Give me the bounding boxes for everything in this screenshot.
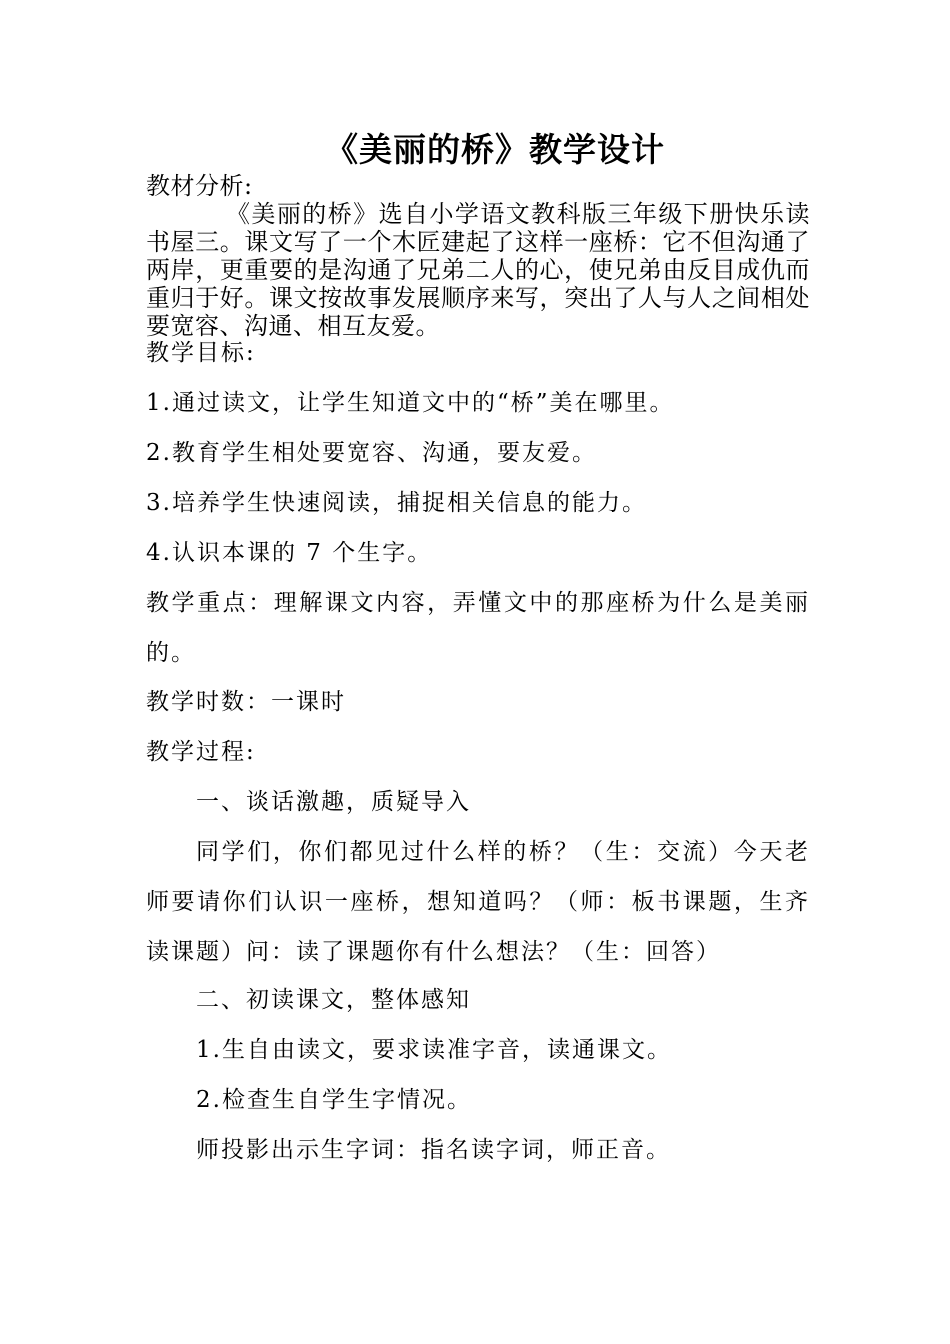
goal-item: 1.通过读文，让学生知道文中的“桥”美在哪里。: [146, 390, 675, 416]
analysis-paragraph: 《美丽的桥》选自小学语文教科版三年级下册快乐读书屋三。课文写了一个木匠建起了这样一座桥：它不但沟通了两岸，更重要的是沟通了兄弟二人的心，使兄弟由反目成仇而重归于好。课文按故事发展顺序来写，突出了人与人之间相处要宽容、沟通、相互友爱。: [146, 200, 810, 340]
analysis-heading: 教材分析:: [146, 172, 253, 200]
step2-item: 2.检查生自学生字情况。: [196, 1087, 472, 1113]
goal-item: 3.培养学生快速阅读，捕捉相关信息的能力。: [146, 490, 647, 516]
goal-item: 2.教育学生相处要宽容、沟通，要友爱。: [146, 440, 597, 466]
document-title: 《美丽的桥》教学设计: [325, 130, 665, 169]
step1-heading: 一、谈话激趣，质疑导入: [196, 789, 471, 815]
goals-heading: 教学目标:: [146, 340, 256, 366]
goal-item: 4.认识本课的 7 个生字。: [146, 540, 433, 566]
teaching-hours: 教学时数：一课时: [146, 689, 346, 715]
step2-heading: 二、初读课文，整体感知: [196, 987, 471, 1013]
step1-paragraph: 同学们，你们都见过什么样的桥？（生：交流）今天老师要请你们认识一座桥，想知道吗？（师：板书课题，生齐读课题）问：读了课题你有什么想法？（生：回答）: [146, 839, 810, 965]
step2-item: 1.生自由读文，要求读准字音，读通课文。: [196, 1037, 672, 1063]
key-point: 教学重点：理解课文内容，弄懂文中的那座桥为什么是美丽的。: [146, 590, 810, 666]
step2-item: 师投影出示生字词：指名读字词，师正音。: [196, 1137, 671, 1163]
process-heading: 教学过程:: [146, 739, 256, 765]
